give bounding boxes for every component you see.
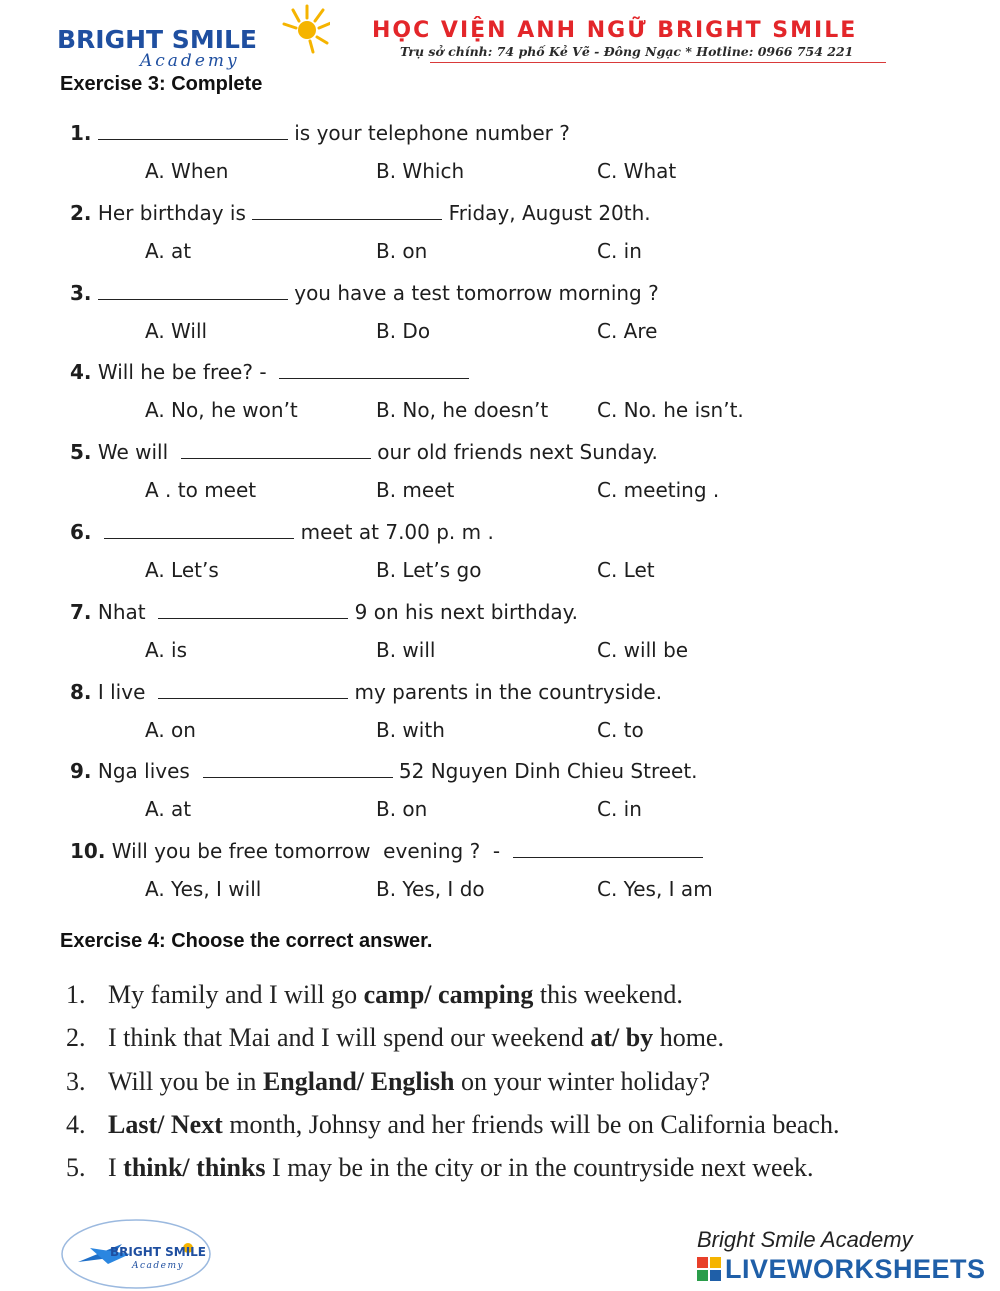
- ex4-item-2: [108, 1023, 724, 1053]
- ex4-item-1: [108, 980, 683, 1010]
- option-c[interactable]: C. meeting .: [597, 478, 720, 503]
- sentence-end: month, Johnsy and her friends will be on California beach.: [222, 1110, 840, 1139]
- ex4-item-number: 1.: [66, 980, 86, 1009]
- question-number: 5.: [70, 440, 92, 465]
- option-c[interactable]: C. in: [597, 797, 642, 822]
- answer-blank[interactable]: [98, 281, 288, 300]
- question-number: 9.: [70, 759, 92, 784]
- answer-blank[interactable]: [279, 360, 469, 379]
- option-b[interactable]: B. on: [376, 238, 428, 263]
- option-a[interactable]: A. Will: [145, 318, 208, 343]
- question-text-before: Her birthday is: [91, 200, 253, 225]
- question-number: 6.: [70, 520, 92, 544]
- option-b[interactable]: B. meet: [376, 478, 455, 503]
- institute-title: HỌC VIỆN ANH NGỮ BRIGHT SMILE: [372, 18, 858, 43]
- question-6: [70, 520, 494, 544]
- liveworksheets-icon: [697, 1257, 721, 1281]
- question-text-after: Friday, August 20th.: [442, 200, 651, 225]
- answer-blank[interactable]: [98, 121, 288, 140]
- question-text-before: Nhat: [91, 599, 159, 624]
- ex4-item-4: [108, 1110, 839, 1140]
- sentence-start: My family and I will go: [108, 980, 364, 1009]
- sun-icon: [284, 6, 330, 52]
- option-a[interactable]: A. at: [145, 238, 192, 263]
- header-divider: [430, 62, 886, 63]
- question-text-before: Nga lives: [91, 759, 203, 784]
- option-c[interactable]: C. to: [597, 717, 644, 742]
- ex4-item-3: [108, 1067, 710, 1097]
- option-c[interactable]: C. Are: [597, 318, 658, 343]
- option-a[interactable]: A. When: [145, 159, 229, 183]
- footer-logo-text: BRIGHT SMILE: [110, 1245, 206, 1259]
- question-8: [70, 680, 662, 704]
- answer-blank[interactable]: [158, 600, 348, 619]
- question-text-before: We will: [91, 440, 181, 465]
- question-number: 1.: [70, 121, 92, 145]
- academy-logo: [55, 4, 330, 70]
- ex4-item-number: 3.: [66, 1067, 86, 1096]
- question-7: [70, 600, 578, 624]
- liveworksheets-brand[interactable]: LIVEWORKSHEETS: [725, 1254, 986, 1284]
- answer-blank[interactable]: [181, 440, 371, 459]
- question-text-after: you have a test tomorrow morning ?: [287, 280, 659, 305]
- footer-logo-subtext: Academy: [132, 1261, 185, 1271]
- question-4: [70, 360, 469, 384]
- option-c[interactable]: C. No. he isn’t.: [597, 398, 744, 423]
- question-3: [70, 281, 659, 305]
- sentence-start: I: [108, 1153, 124, 1182]
- option-a[interactable]: A. Yes, I will: [145, 877, 262, 902]
- question-9: [70, 759, 698, 783]
- option-c[interactable]: C. Yes, I am: [597, 877, 713, 902]
- sentence-end: this weekend.: [533, 980, 683, 1009]
- option-a[interactable]: A. at: [145, 797, 192, 822]
- footer-academy-name: Bright Smile Academy: [697, 1227, 913, 1252]
- question-number: 4.: [70, 360, 92, 385]
- question-10: [70, 839, 703, 863]
- question-1: [70, 121, 570, 145]
- footer-logo: [60, 1218, 212, 1290]
- answer-blank[interactable]: [158, 680, 348, 699]
- answer-choices[interactable]: Last/ Next: [108, 1110, 223, 1139]
- ex4-item-5: [108, 1153, 814, 1183]
- question-text-after: meet at 7.00 p. m .: [294, 520, 494, 544]
- option-b[interactable]: B. will: [376, 637, 436, 662]
- question-number: 3.: [70, 280, 92, 305]
- logo-text: BRIGHT SMILE: [57, 25, 257, 54]
- question-text-before: Will he be free? -: [91, 360, 280, 385]
- option-a[interactable]: A. on: [145, 717, 196, 742]
- question-number: 2.: [70, 200, 92, 225]
- option-b[interactable]: B. No, he doesn’t: [376, 398, 549, 423]
- question-number: 10.: [70, 839, 106, 864]
- sentence-end: I may be in the city or in the countryside next week.: [265, 1153, 814, 1182]
- sentence-end: on your winter holiday?: [454, 1067, 711, 1096]
- option-c[interactable]: C. What: [597, 159, 677, 183]
- exercise4-heading: Exercise 4: Choose the correct answer.: [60, 930, 433, 952]
- option-a[interactable]: A. No, he won’t: [145, 398, 298, 423]
- option-c[interactable]: C. will be: [597, 637, 689, 662]
- answer-blank[interactable]: [513, 839, 703, 858]
- option-b[interactable]: B. on: [376, 797, 428, 822]
- question-text-after: is your telephone number ?: [287, 121, 570, 145]
- question-2: [70, 201, 651, 225]
- answer-choices[interactable]: think/ thinks: [123, 1153, 266, 1182]
- question-text-before: Will you be free tomorrow evening ? -: [105, 839, 513, 864]
- option-b[interactable]: B. Do: [376, 318, 431, 343]
- ex4-item-number: 2.: [66, 1023, 86, 1052]
- question-number: 7.: [70, 599, 92, 624]
- question-text-after: my parents in the countryside.: [348, 679, 663, 704]
- question-number: 8.: [70, 679, 92, 704]
- question-text-after: our old friends next Sunday.: [370, 440, 658, 465]
- option-a[interactable]: A. Let’s: [145, 558, 219, 582]
- question-text-after: 52 Nguyen Dinh Chieu Street.: [392, 759, 698, 784]
- answer-blank[interactable]: [203, 759, 393, 778]
- sentence-end: home.: [653, 1023, 724, 1052]
- answer-choices[interactable]: camp/ camping: [363, 980, 534, 1009]
- question-5: [70, 440, 658, 464]
- option-b[interactable]: B. Yes, I do: [376, 877, 485, 902]
- institute-address: Trụ sở chính: 74 phố Kẻ Vẽ - Đông Ngạc * Hotline: 0966 754 221: [400, 44, 854, 59]
- exercise3-heading: Exercise 3: Complete: [60, 73, 263, 95]
- option-b[interactable]: B. Which: [376, 159, 465, 183]
- answer-blank[interactable]: [252, 201, 442, 220]
- option-b[interactable]: B. with: [376, 717, 445, 742]
- ex4-item-number: 4.: [66, 1110, 86, 1139]
- option-a[interactable]: A. is: [145, 637, 188, 662]
- sentence-start: Will you be in: [108, 1067, 263, 1096]
- option-c[interactable]: C. in: [597, 238, 642, 263]
- question-text-after: 9 on his next birthday.: [348, 599, 578, 624]
- question-text-before: I live: [91, 679, 159, 704]
- question-text-before: [92, 520, 105, 544]
- option-a[interactable]: A . to meet: [145, 478, 257, 503]
- sentence-start: I think that Mai and I will spend our weekend: [108, 1023, 591, 1052]
- answer-choices[interactable]: England/ English: [262, 1067, 455, 1096]
- option-c[interactable]: C. Let: [597, 558, 655, 582]
- answer-blank[interactable]: [104, 520, 294, 539]
- ex4-item-number: 5.: [66, 1153, 86, 1182]
- option-b[interactable]: B. Let’s go: [376, 558, 482, 582]
- answer-choices[interactable]: at/ by: [590, 1023, 654, 1052]
- logo-subtext: Academy: [140, 51, 240, 70]
